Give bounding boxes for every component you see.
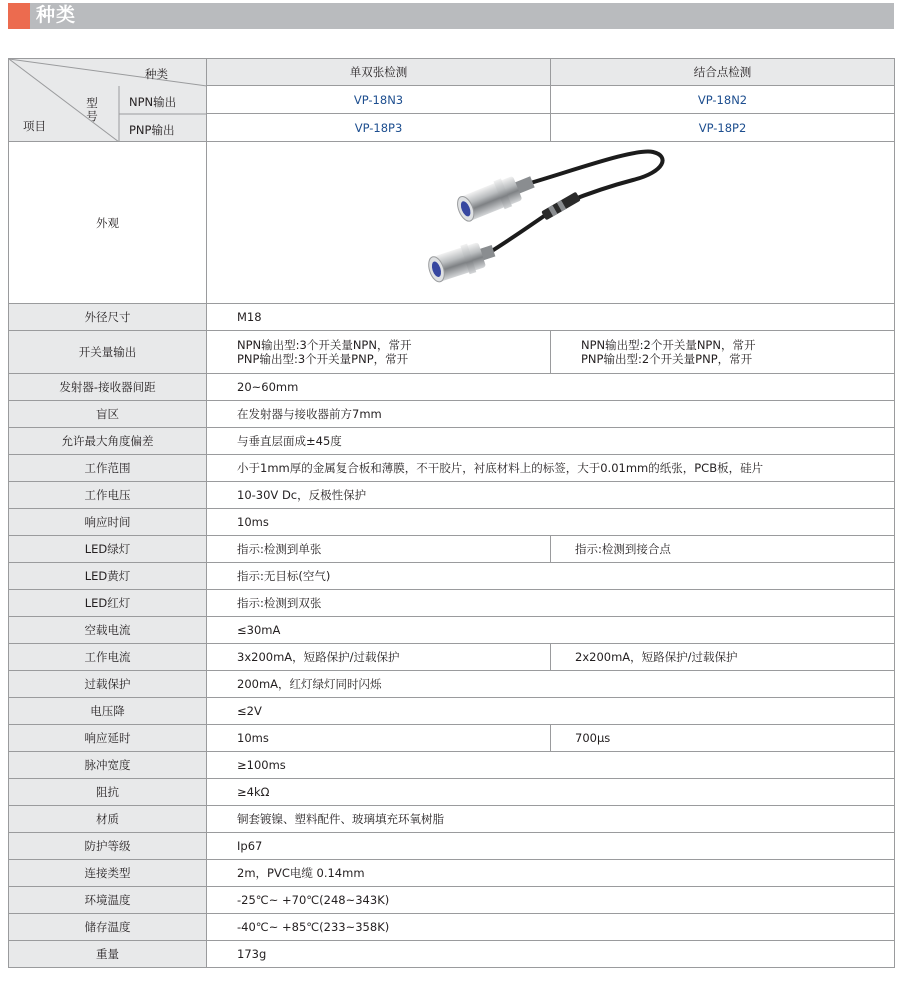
led-yellow-value: 指示:无目标(空气): [207, 563, 895, 590]
weight-label: 重量: [9, 941, 207, 968]
overload-label: 过载保护: [9, 671, 207, 698]
voltage-drop-label: 电压降: [9, 698, 207, 725]
led-red-label: LED红灯: [9, 590, 207, 617]
led-yellow-label: LED黄灯: [9, 563, 207, 590]
idle-current-value: ≤30mA: [207, 617, 895, 644]
switch-output-col2-line2: PNP输出型:2个开关量PNP，常开: [581, 352, 753, 366]
switch-output-col2-line1: NPN输出型:2个开关量NPN，常开: [581, 338, 756, 352]
weight-value: 173g: [207, 941, 895, 968]
ambient-temp-value: -25℃~ +70℃(248~343K): [207, 887, 895, 914]
switch-output-label: 开关量输出: [9, 331, 207, 374]
ambient-temp-label: 环境温度: [9, 887, 207, 914]
overload-value: 200mA，红灯绿灯同时闪烁: [207, 671, 895, 698]
work-range-value: 小于1mm厚的金属复合板和薄膜，不干胶片，衬底材料上的标签，大于0.01mm的纸张，PCB板，硅片: [207, 455, 895, 482]
distance-value: 20~60mm: [207, 374, 895, 401]
header-corner-cell: [9, 59, 207, 142]
voltage-label: 工作电压: [9, 482, 207, 509]
impedance-label: 阻抗: [9, 779, 207, 806]
header-item-label: 项目: [23, 119, 46, 133]
section-title: 种类: [36, 4, 77, 26]
pulse-width-value: ≥100ms: [207, 752, 895, 779]
material-value: 铜套镀镍、塑料配件、玻璃填充环氧树脂: [207, 806, 895, 833]
header-npn-label: NPN输出: [129, 95, 177, 109]
blind-zone-label: 盲区: [9, 401, 207, 428]
impedance-value: ≥4kΩ: [207, 779, 895, 806]
model-npn-2: VP-18N2: [551, 86, 895, 114]
switch-output-col1-line2: PNP输出型:3个开关量PNP，常开: [237, 352, 409, 366]
response-delay-col1: 10ms: [207, 725, 551, 752]
sensor-product-image: [215, 142, 900, 300]
storage-temp-value: -40℃~ +85℃(233~358K): [207, 914, 895, 941]
header-kind-label: 种类: [145, 67, 168, 81]
connection-value: 2m，PVC电缆 0.14mm: [207, 860, 895, 887]
voltage-value: 10-30V Dc，反极性保护: [207, 482, 895, 509]
voltage-drop-value: ≤2V: [207, 698, 895, 725]
work-current-label: 工作电流: [9, 644, 207, 671]
pulse-width-label: 脉冲宽度: [9, 752, 207, 779]
switch-output-col1: [207, 331, 551, 374]
header-type-label: 型号: [86, 96, 98, 123]
diameter-label: 外径尺寸: [9, 304, 207, 331]
header-pnp-label: PNP输出: [129, 123, 175, 137]
max-angle-label: 允许最大角度偏差: [9, 428, 207, 455]
response-delay-col2: 700μs: [551, 725, 895, 752]
spec-table: [8, 58, 895, 968]
section-accent-block: [8, 3, 30, 29]
idle-current-label: 空载电流: [9, 617, 207, 644]
switch-output-col2: [551, 331, 895, 374]
work-range-label: 工作范围: [9, 455, 207, 482]
model-pnp-2: VP-18P2: [551, 114, 895, 142]
material-label: 材质: [9, 806, 207, 833]
work-current-col1: 3x200mA，短路保护/过载保护: [207, 644, 551, 671]
protection-value: Ip67: [207, 833, 895, 860]
col-single-double-title: 单双张检测: [207, 59, 551, 86]
section-title-bar: [8, 3, 894, 29]
led-green-col2: 指示:检测到接合点: [551, 536, 895, 563]
work-current-col2: 2x200mA，短路保护/过载保护: [551, 644, 895, 671]
response-delay-label: 响应延时: [9, 725, 207, 752]
distance-label: 发射器-接收器间距: [9, 374, 207, 401]
led-red-value: 指示:检测到双张: [207, 590, 895, 617]
led-green-col1: 指示:检测到单张: [207, 536, 551, 563]
protection-label: 防护等级: [9, 833, 207, 860]
max-angle-value: 与垂直层面成±45度: [207, 428, 895, 455]
switch-output-col1-line1: NPN输出型:3个开关量NPN，常开: [237, 338, 412, 352]
led-green-label: LED绿灯: [9, 536, 207, 563]
appearance-image-cell: [207, 142, 895, 304]
model-npn-1: VP-18N3: [207, 86, 551, 114]
model-pnp-1: VP-18P3: [207, 114, 551, 142]
appearance-label: 外观: [9, 142, 207, 304]
storage-temp-label: 储存温度: [9, 914, 207, 941]
connection-label: 连接类型: [9, 860, 207, 887]
response-time-label: 响应时间: [9, 509, 207, 536]
response-time-value: 10ms: [207, 509, 895, 536]
col-joint-title: 结合点检测: [551, 59, 895, 86]
blind-zone-value: 在发射器与接收器前方7mm: [207, 401, 895, 428]
diameter-value: M18: [207, 304, 895, 331]
